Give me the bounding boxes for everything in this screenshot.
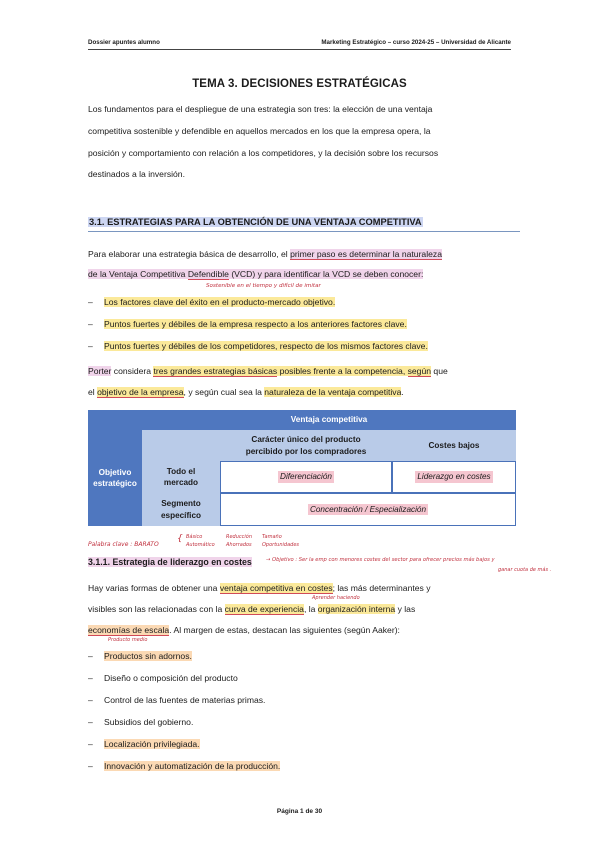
handwritten-note-basico: Básico — [186, 534, 203, 540]
porter-line-2: el objetivo de la empresa, y según cual sea la naturaleza de la ventaja competitiva. — [88, 387, 404, 397]
table-col-unique: Carácter único del producto percibido por los compradores — [220, 430, 392, 461]
handwritten-note-oportunidades: Oportunidades — [262, 542, 300, 548]
handwritten-note-objetivo-cont: ganar cuota de más . — [498, 567, 552, 573]
intro-line-2: competitiva sostenible y defendible en aquellos mercados en los que la empresa opera, la — [88, 126, 431, 136]
para3-line-3: economías de escala. Al margen de estas, destacan las siguientes (según Aaker): — [88, 625, 400, 635]
table-blank-header — [142, 430, 220, 461]
intro-line-3: posición y comportamiento con relación a los competidores, y la decisión sobre los recursos — [88, 148, 439, 158]
table-cell-diferenciacion: Diferenciación — [220, 461, 392, 493]
intro-line-4: destinados a la inversión. — [88, 169, 185, 179]
para2-line-1: Para elaborar una estrategia básica de desarrollo, el primer paso es determinar la naturaleza — [88, 249, 442, 259]
handwritten-note-tamano: Tamaño — [262, 534, 282, 540]
table-cell-concentracion: Concentración / Especialización — [220, 493, 516, 526]
handwritten-note-objetivo: → Objetivo : Ser la emp con menores costes del sector para ofrecer precios más bajos y — [266, 557, 495, 563]
intro-line-1: Los fundamentos para el despliegue de una estrategia son tres: la elección de una ventaja — [88, 104, 433, 114]
table-header-ventaja: Ventaja competitiva — [142, 410, 516, 430]
table-col-costs: Costes bajos — [392, 430, 516, 461]
handwritten-note-defendible: Sostenible en el tiempo y difícil de imitar — [206, 283, 321, 289]
handwritten-note-barato: Palabra clave : BARATO — [88, 541, 159, 548]
table-row-segmento: Segmento específico — [142, 493, 220, 526]
page-title: TEMA 3. DECISIONES ESTRATÉGICAS — [192, 78, 407, 90]
para3-line-1: Hay varias formas de obtener una ventaja competitiva en costes; las más determinantes y — [88, 583, 431, 593]
para2-line-2: de la Ventaja Competitiva Defendible (VCD) y para identificar la VCD se deben conocer: — [88, 269, 424, 279]
handwritten-note-automatico: Automático — [186, 542, 215, 548]
handwritten-note-reduccion: Reducción — [226, 534, 253, 540]
handwritten-note-aprender: Aprender haciendo — [312, 595, 360, 601]
page-footer: Página 1 de 30 — [276, 808, 323, 815]
document-page: Dossier apuntes alumno Marketing Estratégico – curso 2024-25 – Universidad de Alicante TEMA 3. DECISIONES ESTRATÉGICAS Los fundamentos para el despliegue de una estrategia son tres: la elección de una ventaja competitiva sostenible y defendible en aquellos mercados en los que la empresa opera, la posición y comportamiento con relación a los competidores, y la decisión sobre los recursos destinados a la inversión. 3.1. ESTRATEGIAS PARA LA OBTENCIÓN DE UNA VENTAJA COMPETITIVA Para elaborar una estrategia básica de desarrollo, el primer paso es determinar la naturaleza de la Ventaja Competitiva Defendible (VCD) y para identificar la VCD se deben conocer: Sostenible en el tiempo y difícil de imitar – Los factores clave del éxito en el producto-mercado objetivo. – Puntos fuertes y débiles de la empresa respecto a los anteriores factores clave. – Puntos fuertes y débiles de los competidores, respecto de los mismos factores clave. Porter considera tres grandes estrategias básicas posibles frente a la competencia, según que el objetivo de la empresa, y según cual sea la naturaleza de la ventaja competitiva. Ventaja competitiva Objetivo estratégico Carácter único del producto percibido por los compradores Costes bajos Todo el mercado Segmento específico Diferenciación Liderazgo en costes Concentración / Especialización Palabra clave : BARATO { Básico Automático Reducción Ahorrados Tamaño Oportunidades 3.1.1. Estrategia de liderazgo en costes → Objetivo : Ser la emp con menores costes del sector para ofrecer precios más bajos y ganar cuota de más . Hay varias formas de obtener una ventaja competitiva en costes; las más determinantes y Aprender haciendo visibles son las relacionadas con la curva de experiencia, la organización interna y las economías de escala. Al margen de estas, destacan las siguientes (según Aaker): Producto medio – Productos sin adornos. – Diseño o composición del producto – Control de las fuentes de materias primas. – Subsidios del gobierno. – Localización privilegiada. – Innovación y automatización de la producción. Página 1 de 30 — [0, 0, 599, 848]
section-heading: 3.1. ESTRATEGIAS PARA LA OBTENCIÓN DE UNA VENTAJA COMPETITIVA — [88, 217, 520, 232]
table-corner — [88, 410, 142, 430]
table-row-todo: Todo el mercado — [142, 461, 220, 493]
para3-line-2: visibles son las relacionadas con la curva de experiencia, la organización interna y las — [88, 604, 416, 614]
strategies-table — [88, 410, 516, 526]
page-header — [88, 37, 511, 50]
table-cell-liderazgo: Liderazgo en costes — [392, 461, 516, 493]
table-row-header: Objetivo estratégico — [88, 430, 142, 526]
porter-line-1: Porter considera tres grandes estrategias básicas posibles frente a la competencia, según que — [88, 366, 448, 376]
handwritten-note-producto: Producto medio — [108, 637, 148, 643]
handwritten-note-ahorrados: Ahorrados — [226, 542, 252, 548]
header-left: Dossier apuntes alumno — [88, 39, 160, 46]
handwritten-brace: { — [177, 534, 183, 544]
subsection-heading: 3.1.1. Estrategia de liderazgo en costes — [88, 557, 252, 567]
header-right: Marketing Estratégico – curso 2024-25 – Universidad de Alicante — [321, 39, 511, 46]
